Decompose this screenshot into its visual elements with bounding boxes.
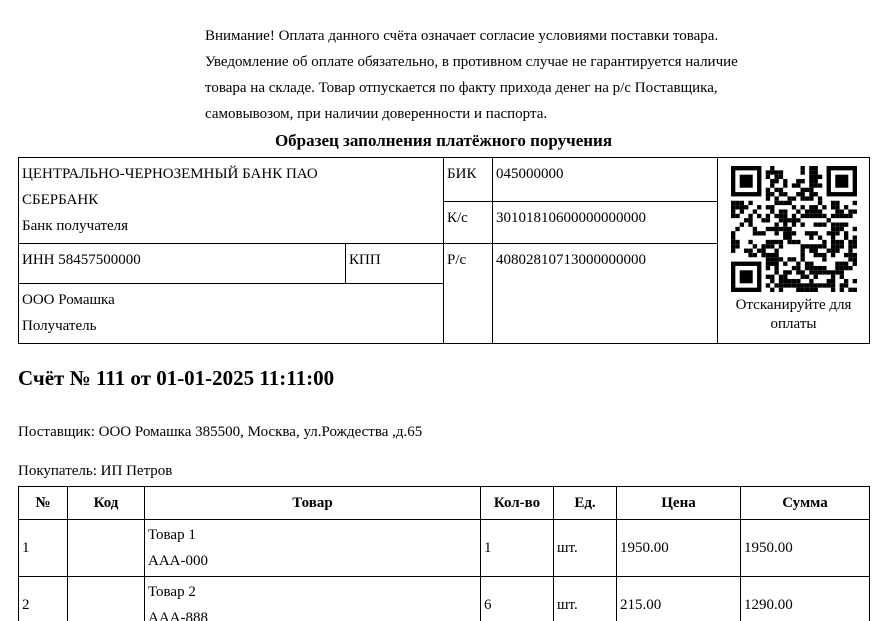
row-product [145,520,481,577]
payment-notice [205,23,870,127]
row-num: 1 [19,520,68,577]
row-qty: 1 [481,520,554,577]
col-header-price: Цена [617,487,741,520]
col-header-qty: Кол-во [481,487,554,520]
notice-line: товара на складе. Товар отпускается по факту прихода денег на р/с Поставщика, [205,80,718,96]
bik-label: БИК [444,158,493,202]
col-header-sum: Сумма [741,487,870,520]
col-header-num: № [19,487,68,520]
row-code [68,520,145,577]
product-name: Товар 2 [148,584,196,600]
bank-details-table [18,157,870,344]
row-qty: 6 [481,577,554,621]
table-row [19,520,870,577]
row-code [68,577,145,621]
recipient-bank-cell [19,158,444,244]
row-product [145,577,481,621]
col-header-product: Товар [145,487,481,520]
bik-value: 045000000 [493,158,718,202]
table-row [19,577,870,621]
rs-value: 40802810713000000000 [493,244,718,344]
bank-caption: Банк получателя [22,218,129,234]
notice-line: Внимание! Оплата данного счёта означает согласие условиями поставки товара. [205,28,719,44]
invoice-title: Счёт № 111 от 01-01-2025 11:11:00 [18,366,335,390]
qr-cell [718,158,870,344]
product-name: Товар 1 [148,527,196,543]
kpp-label: КПП [346,244,444,284]
inn-cell: ИНН 58457500000 [19,244,346,284]
col-header-unit: Ед. [554,487,617,520]
recipient-name: ООО Ромашка [22,292,115,308]
rs-label: Р/с [444,244,493,344]
supplier-info: Поставщик: ООО Ромашка 385500, Москва, ул.Рождества ,д.65 [18,424,423,440]
ks-label: К/с [444,202,493,244]
row-price: 1950.00 [617,520,741,577]
recipient-caption: Получатель [22,318,97,334]
bank-name-line: СБЕРБАНК [22,192,99,208]
row-unit: шт. [554,577,617,621]
items-header-row [19,487,870,520]
notice-line: самовывозом, при наличии доверенности и паспорта. [205,106,548,122]
row-price: 215.00 [617,577,741,621]
notice-line: Уведомление об оплате обязательно, в противном случае не гарантируется наличие [205,54,738,70]
row-unit: шт. [554,520,617,577]
product-article: AAA-000 [148,553,208,569]
qr-caption: Отсканируйте для оплаты [735,297,852,332]
qr-code-icon [731,166,857,292]
col-header-code: Код [68,487,145,520]
row-sum: 1950.00 [741,520,870,577]
payment-order-sample-title: Образец заполнения платёжного поручения [274,131,613,150]
ks-value: 30101810600000000000 [493,202,718,244]
row-sum: 1290.00 [741,577,870,621]
product-article: AAA-888 [148,610,208,621]
buyer-info: Покупатель: ИП Петров [18,463,173,479]
items-table [18,486,870,621]
row-num: 2 [19,577,68,621]
recipient-cell [19,284,444,344]
bank-name-line: ЦЕНТРАЛЬНО-ЧЕРНОЗЕМНЫЙ БАНК ПАО [22,166,318,182]
